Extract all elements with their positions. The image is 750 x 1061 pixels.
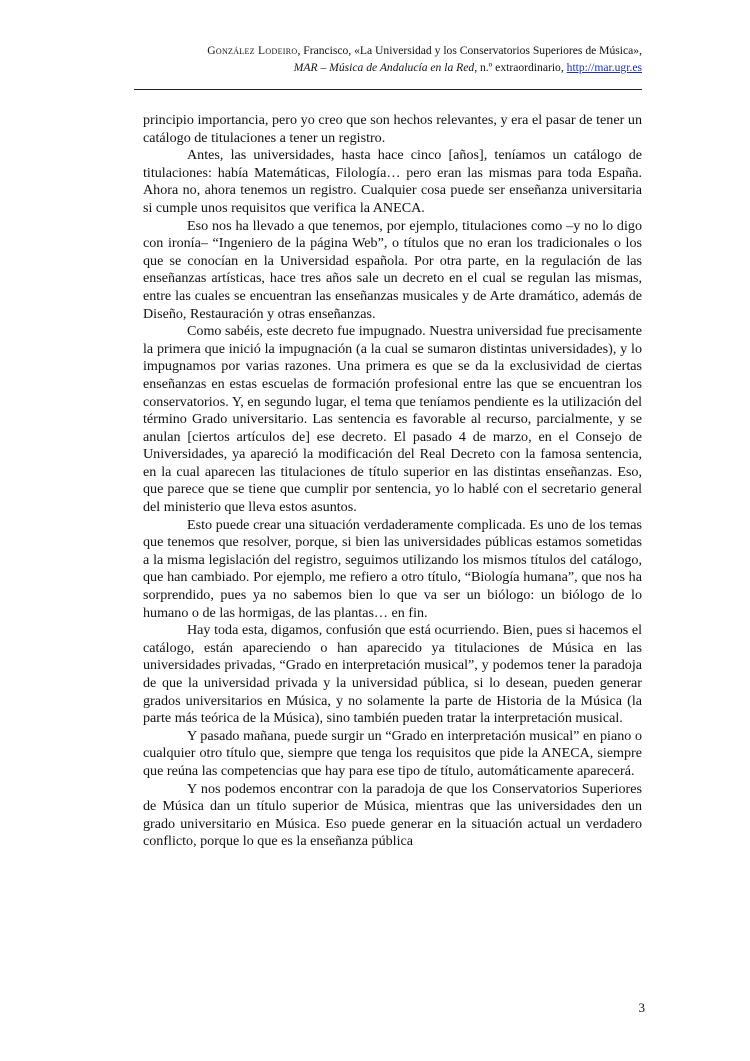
header-issue: , n.º extraordinario,	[474, 61, 567, 74]
paragraph: Como sabéis, este decreto fue impugnado. Nuestra universidad fue precisamente la primera que inició la impugnación (a la cual se sumaron distintas universidades), y lo impugnamos por varias razones. Una primera es que se da la exclusividad de ciertas enseñanzas en estas escuelas de formación profesional entre las que se encuentran los conservatorios. Y, en segundo lugar, el tema que teníamos pendiente es la utilización del término Grado universitario. Las sentencia es favorable al recurso, parcialmente, y se anulan [ciertos artículos de] ese decreto. El pasado 4 de marzo, en el Consejo de Universidades, ya apareció la modificación del Real Decreto con la famosa sentencia, en la cual aparecen las titulaciones de título superior en las distintas enseñanzas. Eso, que parece que se tiene que cumplir por sentencia, yo lo hablé con el secretario general del ministerio que lleva estos asuntos.	[143, 323, 642, 516]
header-author-rest: , Francisco, «La Universidad y los Conservatorios Superiores de Música»,	[297, 44, 642, 57]
header-url-link[interactable]: http://mar.ugr.es	[566, 61, 642, 74]
running-header	[82, 42, 642, 76]
paragraph: principio importancia, pero yo creo que son hechos relevantes, y era el pasar de tener un catálogo de titulaciones a tener un registro.	[143, 112, 642, 146]
header-journal: MAR – Música de Andalucía en la Red	[293, 61, 475, 74]
paragraph: Esto puede crear una situación verdaderamente complicada. Es uno de los temas que tenemos que resolver, porque, si bien las universidades públicas estamos sometidas a la misma legislación del registro, seguimos utilizando los mismos títulos del catálogo, que han cambiado. Por ejemplo, me refiero a otro título, “Biología humana”, que nos ha sorprendido, pues ya no sabemos bien lo que va ser un biólogo: un biólogo de lo humano o de las hormigas, de las plantas… en fin.	[143, 516, 642, 621]
paragraph: Hay toda esta, digamos, confusión que está ocurriendo. Bien, pues si hacemos el catálogo, están apareciendo o han aparecido ya titulaciones de Música en las universidades privadas, “Grado en interpretación musical”, y podemos tener la paradoja de que la universidad privada y la universidad pública, si lo desean, pueden generar grados universitarios en Música, y no solamente la parte de Historia de la Música (la parte más teórica de la Música), sino también pueden tratar la interpretación musical.	[143, 622, 642, 727]
paragraph: Antes, las universidades, hasta hace cinco [años], teníamos un catálogo de titulaciones: había Matemáticas, Filología… pero eran las mismas para toda España. Ahora no, ahora tenemos un registro. Cualquier cosa puede ser enseñanza universitaria si cumple unos requisitos que verifica la ANECA.	[143, 147, 642, 216]
body-text	[143, 112, 642, 851]
paragraph: Y pasado mañana, puede surgir un “Grado en interpretación musical” en piano o cualquier otro título que, siempre que tenga los requisitos que pide la ANECA, siempre que reúna las competencias que hay para ese tipo de título, automáticamente aparecerá.	[143, 727, 642, 779]
header-citation-line-1	[82, 42, 642, 59]
paragraph: Eso nos ha llevado a que tenemos, por ejemplo, titulaciones como –y no lo digo con ironía– “Ingeniero de la página Web”, o títulos que no eran los tradicionales o los que se conocían en la Universidad española. Por otra parte, en la regulación de las enseñanzas artísticas, hace tres años sale un decreto en el cual se regulan las mismas, entre las cuales se encuentran las enseñanzas musicales y de Arte dramático, además de Diseño, Restauración y otras enseñanzas.	[143, 217, 642, 322]
header-author-surname: González Lodeiro	[207, 44, 298, 57]
header-citation-line-2	[82, 59, 642, 76]
paragraph: Y nos podemos encontrar con la paradoja de que los Conservatorios Superiores de Música dan un título superior de Música, mientras que las universidades den un grado universitario en Música. Eso puede generar en la situación actual un verdadero conflicto, porque lo que es la enseñanza pública	[143, 780, 642, 850]
header-rule	[134, 89, 642, 90]
page-number: 3	[638, 1000, 645, 1015]
